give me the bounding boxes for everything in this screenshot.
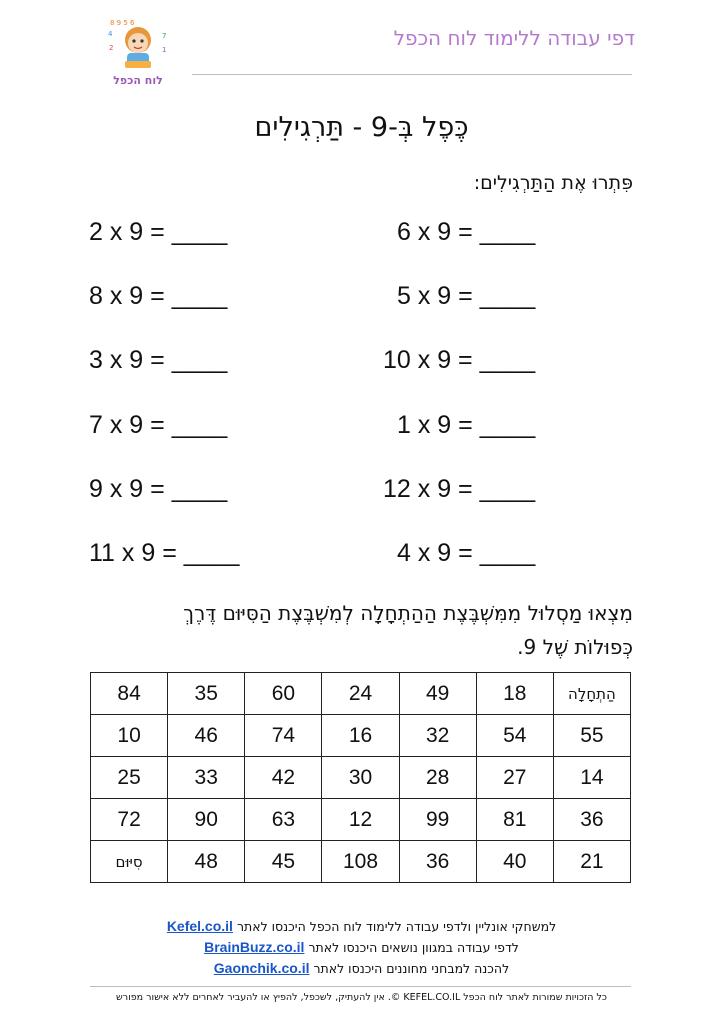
exercise-right-2: 5 x 9 = ____: [397, 282, 536, 310]
maze-cell[interactable]: 40: [476, 841, 553, 883]
maze-row: [91, 715, 631, 757]
maze-cell[interactable]: 28: [399, 757, 476, 799]
header-title: דפי עבודה ללימוד לוח הכפל: [393, 26, 635, 50]
exercise-left-5: 9 x 9 = ____: [89, 475, 228, 503]
maze-cell[interactable]: 32: [399, 715, 476, 757]
maze-start-cell[interactable]: הַתְחָלָה: [553, 673, 630, 715]
exercise-left-6: 11 x 9 = ____: [89, 539, 240, 567]
maze-cell[interactable]: 46: [168, 715, 245, 757]
maze-row: [91, 799, 631, 841]
exercise-instructions: פִּתְרוּ אֶת הַתַּרְגִילִים:: [473, 172, 633, 194]
maze-cell[interactable]: 54: [476, 715, 553, 757]
maze-cell[interactable]: 55: [553, 715, 630, 757]
maze-cell[interactable]: 21: [553, 841, 630, 883]
maze-cell[interactable]: 60: [245, 673, 322, 715]
maze-instructions: [73, 596, 633, 664]
exercise-left-4: 7 x 9 = ____: [89, 411, 228, 439]
exercise-right-1: 6 x 9 = ____: [397, 218, 536, 246]
svg-text:8 9 5 6: 8 9 5 6: [110, 19, 135, 27]
header-divider: [192, 74, 632, 75]
maze-cell[interactable]: 14: [553, 757, 630, 799]
maze-cell[interactable]: 10: [91, 715, 168, 757]
maze-cell[interactable]: 33: [168, 757, 245, 799]
svg-text:1: 1: [162, 46, 167, 54]
footer-text: לדפי עבודה במגוון נושאים היכנסו לאתר: [308, 940, 519, 955]
maze-cell[interactable]: 36: [553, 799, 630, 841]
maze-cell[interactable]: 74: [245, 715, 322, 757]
maze-cell[interactable]: 45: [245, 841, 322, 883]
exercise-right-6: 4 x 9 = ____: [397, 539, 536, 567]
svg-text:7: 7: [162, 32, 167, 40]
footer-text: להכנה למבחני מחוננים היכנסו לאתר: [313, 961, 510, 976]
maze-cell[interactable]: 30: [322, 757, 399, 799]
maze-row: [91, 841, 631, 883]
exercise-right-4: 1 x 9 = ____: [397, 411, 536, 439]
maze-cell[interactable]: 27: [476, 757, 553, 799]
maze-cell[interactable]: 35: [168, 673, 245, 715]
maze-cell[interactable]: 81: [476, 799, 553, 841]
maze-cell[interactable]: 63: [245, 799, 322, 841]
page-title: כֶּפֶל בְּ-9 - תַּרְגִילִים: [254, 112, 469, 143]
brainbuzz-link[interactable]: BrainBuzz.co.il: [204, 939, 305, 955]
svg-text:4: 4: [108, 30, 113, 38]
maze-cell[interactable]: 24: [322, 673, 399, 715]
maze-cell[interactable]: 49: [399, 673, 476, 715]
maze-cell[interactable]: 36: [399, 841, 476, 883]
maze-cell[interactable]: 99: [399, 799, 476, 841]
maze-cell[interactable]: 18: [476, 673, 553, 715]
maze-table: [90, 672, 631, 883]
maze-cell[interactable]: 16: [322, 715, 399, 757]
exercise-left-2: 8 x 9 = ____: [89, 282, 228, 310]
maze-instructions-line-2: כְּפוּלוֹת שֶׁל 9.: [517, 635, 633, 659]
footer-text: למשחקי אונליין ולדפי עבודה ללימוד לוח הכפל היכנסו לאתר: [236, 919, 557, 934]
footer-line: [0, 960, 723, 976]
copyright-notice: כל הזכויות שמורות לאתר לוח הכפל KEFEL.CO.IL ©. אין להעתיק, לשכפל, להפיץ או להעביר לאחרים ללא אישור מפורש: [116, 992, 607, 1003]
maze-cell[interactable]: 72: [91, 799, 168, 841]
exercise-right-3: 10 x 9 = ____: [383, 346, 536, 374]
maze-instructions-line-1: מִצְאוּ מַסְלוּל מִמִּשְׁבֶּצֶת הַהַתְחָלָה לְמִשְׁבֶּצֶת הַסִּיּוּם דֶּרֶךְ: [183, 601, 633, 625]
maze-cell[interactable]: 42: [245, 757, 322, 799]
maze-cell[interactable]: 108: [322, 841, 399, 883]
exercise-right-5: 12 x 9 = ____: [383, 475, 536, 503]
maze-row: [91, 673, 631, 715]
gaonchik-link[interactable]: Gaonchik.co.il: [213, 960, 310, 976]
maze-cell[interactable]: 84: [91, 673, 168, 715]
maze-cell[interactable]: 90: [168, 799, 245, 841]
footer-line: [0, 939, 723, 955]
logo-caption: לוח הכפל: [113, 74, 163, 87]
maze-finish-cell[interactable]: סִיּוּם: [91, 841, 168, 883]
footer-divider: [90, 986, 631, 987]
maze-row: [91, 757, 631, 799]
footer-line: [0, 918, 723, 934]
svg-text:2: 2: [109, 44, 114, 52]
exercise-left-1: 2 x 9 = ____: [89, 218, 228, 246]
maze-cell[interactable]: 12: [322, 799, 399, 841]
maze-cell[interactable]: 48: [168, 841, 245, 883]
kefel-link[interactable]: Kefel.co.il: [166, 918, 233, 934]
exercise-left-3: 3 x 9 = ____: [89, 346, 228, 374]
maze-cell[interactable]: 25: [91, 757, 168, 799]
